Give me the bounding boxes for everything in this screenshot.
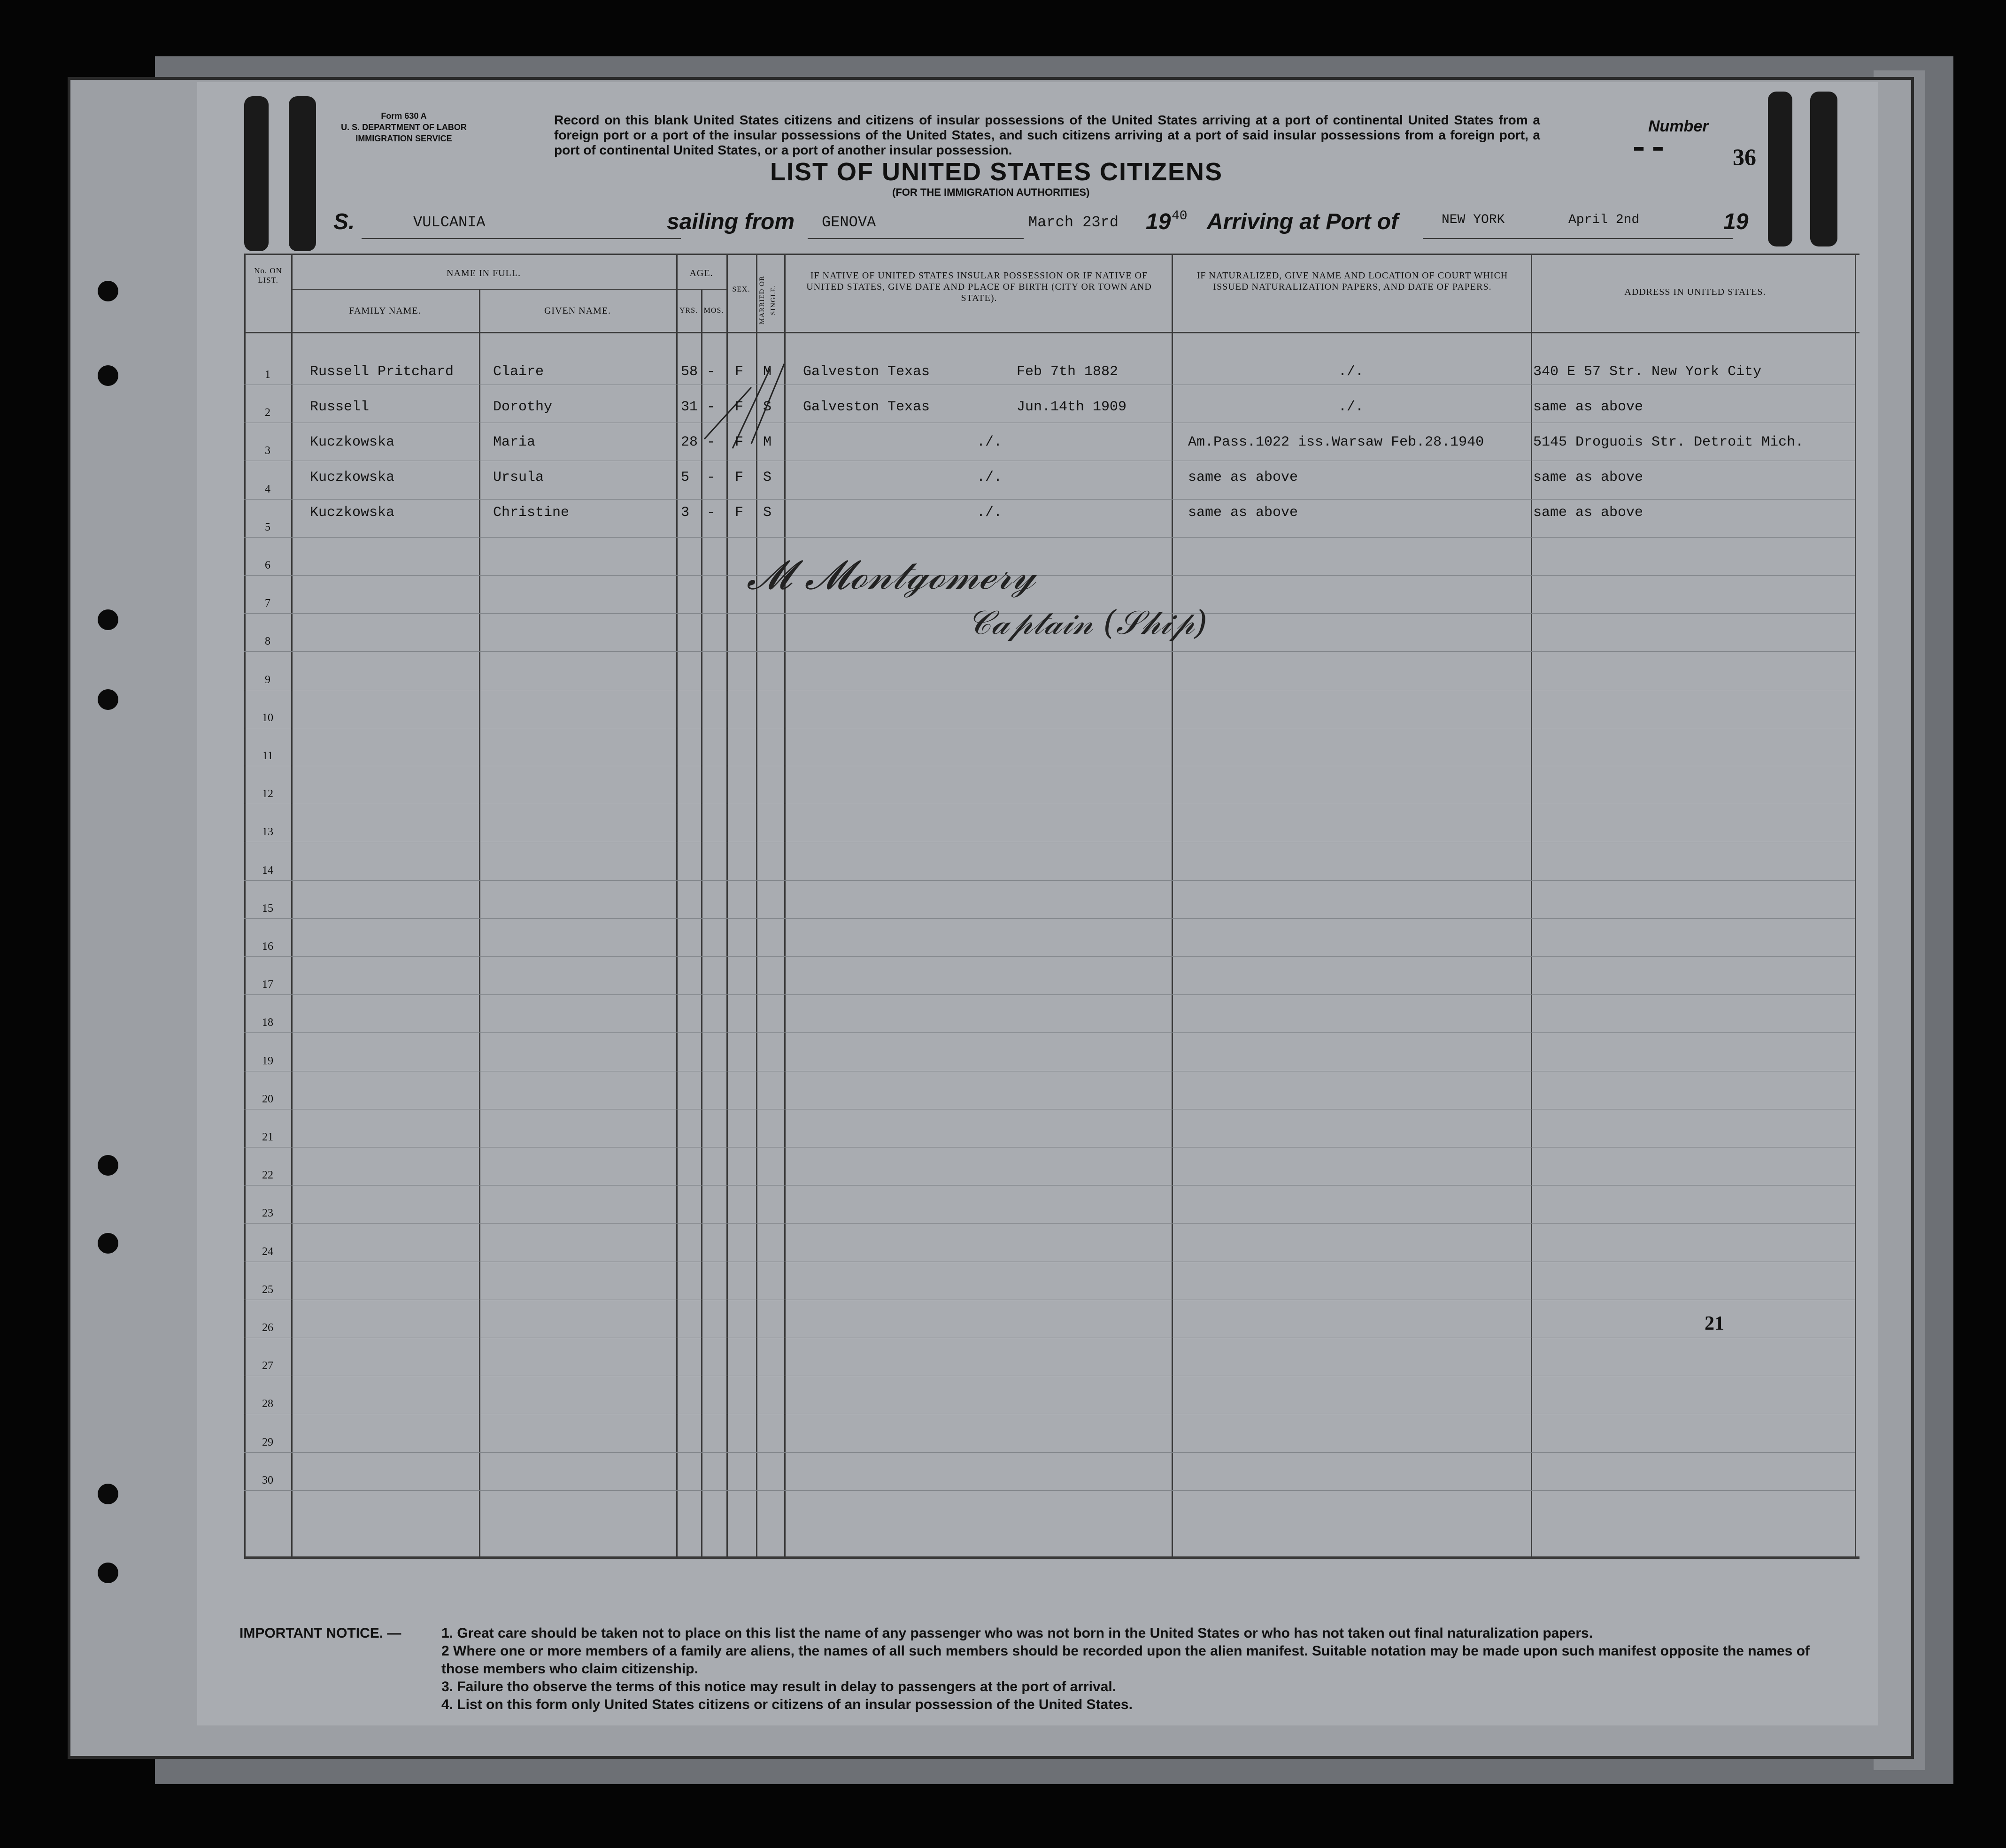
date-to: April 2nd: [1568, 213, 1640, 227]
underline: [362, 238, 681, 239]
row-number: 26: [262, 1322, 273, 1334]
row-number: 2: [265, 407, 270, 419]
row-number: 11: [262, 750, 273, 762]
header-bottom-border: [244, 332, 1859, 333]
row-number: 28: [262, 1398, 273, 1410]
marital-cell: M: [763, 364, 772, 380]
row-line: [244, 575, 1855, 576]
table-right-border: [1855, 254, 1856, 1559]
row-number: 12: [262, 788, 273, 801]
row-number: 5: [265, 521, 270, 533]
row-number: 24: [262, 1245, 273, 1258]
form-subtitle: (FOR THE IMMIGRATION AUTHORITIES): [892, 186, 1090, 198]
age-years-cell: 5: [681, 470, 690, 485]
age-years-cell: 58: [681, 364, 698, 380]
binder-hole: [98, 1563, 118, 1583]
col-birth: IF NATIVE OF UNITED STATES INSULAR POSSESSION OR IF NATIVE OF UNITED STATES, GIVE DATE AND PLACE OF BIRTH (CITY OR TOWN AND STATE).: [806, 270, 1152, 303]
row-number: 17: [262, 978, 273, 991]
notice-item: 2 Where one or more members of a family are aliens, the names of all such members should be recorded upon the alien manifest. Suitable notation may be made upon such manifest opposite the names of those members who claim citizenship.: [441, 1643, 1810, 1677]
row-line: [244, 1452, 1855, 1453]
underline: [808, 238, 1024, 239]
important-notice: [239, 1625, 1850, 1714]
row-line: [244, 651, 1855, 652]
row-number: 14: [262, 864, 273, 877]
row-line: [244, 1490, 1855, 1491]
officer-signature-title: 𝒞𝒶𝓅𝓉𝒶𝒾𝓃 (𝒮𝒽𝒾𝓅): [967, 603, 1208, 642]
sex-cell: F: [735, 505, 744, 521]
address-cell: 340 E 57 Str. New York City: [1533, 364, 1762, 380]
port-to: NEW YORK: [1442, 213, 1505, 227]
row-number: 18: [262, 1016, 273, 1029]
row-number: 27: [262, 1360, 273, 1372]
row-number: 23: [262, 1207, 273, 1220]
year-prefix: 19: [1146, 209, 1171, 234]
family-name-cell: Kuczkowska: [310, 434, 395, 450]
col-mos: MOS.: [703, 307, 724, 315]
age-months-cell: -: [707, 364, 716, 380]
sex-cell: F: [735, 364, 744, 380]
binder-hole: [98, 1155, 118, 1176]
given-name-cell: Ursula: [493, 470, 544, 485]
sailing-label: sailing from: [667, 209, 795, 234]
col-no-on-list: No. ON LIST.: [254, 266, 282, 285]
row-number: 15: [262, 902, 273, 915]
port-from: GENOVA: [822, 214, 876, 231]
notice-item: 4. List on this form only United States citizens or citizens of an insular possession of the United States.: [441, 1697, 1133, 1712]
address-cell: same as above: [1533, 505, 1643, 521]
page-number-marks: ▬ ▬: [1634, 139, 1663, 156]
row-number: 8: [265, 635, 270, 648]
age-years-cell: 28: [681, 434, 698, 450]
year-suffix: 40: [1172, 209, 1188, 223]
row-line: [244, 994, 1855, 995]
naturalized-cell: ./.: [1338, 399, 1364, 415]
clamp-bar-left: [244, 96, 269, 251]
column-divider: [1172, 254, 1173, 1559]
subheader-line: [676, 289, 726, 290]
subheader-line: [291, 289, 676, 290]
clamp-bar-right: [1810, 92, 1837, 246]
row-number: 4: [265, 483, 270, 495]
row-number: 16: [262, 940, 273, 953]
form-title: LIST OF UNITED STATES CITIZENS: [770, 158, 1223, 186]
number-label: Number: [1648, 117, 1709, 135]
sex-cell: F: [735, 434, 744, 450]
age-years-cell: 3: [681, 505, 690, 521]
notice-items: [441, 1625, 1850, 1714]
family-name-cell: Kuczkowska: [310, 470, 395, 485]
margin-mark: 21: [1705, 1313, 1724, 1334]
binder-hole: [98, 365, 118, 386]
row-number: 7: [265, 597, 270, 610]
row-number: 3: [265, 445, 270, 457]
row-number: 30: [262, 1474, 273, 1486]
year-prefix-2: 19: [1723, 209, 1749, 234]
row-line: [244, 499, 1855, 500]
binder-hole: [98, 1233, 118, 1254]
column-divider: [291, 254, 293, 1559]
birth-date-cell: Jun.14th 1909: [1017, 399, 1127, 415]
arriving-label: Arriving at Port of: [1207, 209, 1399, 234]
row-line: [244, 956, 1855, 957]
col-yrs: YRS.: [679, 307, 698, 315]
notice-heading: IMPORTANT NOTICE. —: [239, 1625, 401, 1641]
col-name-in-full: NAME IN FULL.: [447, 268, 521, 278]
row-line: [244, 1032, 1855, 1033]
binder-hole: [98, 609, 118, 630]
birth-date-cell: ./.: [977, 505, 1003, 521]
given-name-cell: Claire: [493, 364, 544, 380]
naturalized-cell: same as above: [1188, 505, 1298, 521]
binder-hole: [98, 1484, 118, 1504]
birth-date-cell: ./.: [977, 434, 1003, 450]
birth-date-cell: Feb 7th 1882: [1017, 364, 1119, 380]
naturalized-cell: same as above: [1188, 470, 1298, 485]
row-number: 6: [265, 559, 270, 571]
form-number: Form 630 A: [381, 111, 427, 121]
table-bottom-border: [244, 1556, 1859, 1559]
table-top-border: [244, 254, 1859, 255]
row-line: [244, 918, 1855, 919]
manifest-sheet: [197, 82, 1878, 1725]
age-years-cell: 31: [681, 399, 698, 415]
date-from: March 23rd: [1028, 214, 1119, 231]
notice-item: 3. Failure tho observe the terms of this notice may result in delay to passengers at the port of arrival.: [441, 1679, 1117, 1694]
service-name: IMMIGRATION SERVICE: [355, 134, 452, 143]
age-months-cell: -: [707, 470, 716, 485]
form-id-block: [315, 110, 493, 144]
address-cell: same as above: [1533, 470, 1643, 485]
binder-hole: [98, 281, 118, 301]
family-name-cell: Russell Pritchard: [310, 364, 454, 380]
col-given-name: GIVEN NAME.: [544, 306, 611, 316]
marital-cell: M: [763, 434, 772, 450]
clamp-bar-left: [289, 96, 316, 251]
marital-cell: S: [763, 470, 772, 485]
sex-cell: F: [735, 399, 744, 415]
family-name-cell: Russell: [310, 399, 370, 415]
birth-date-cell: ./.: [977, 470, 1003, 485]
marital-cell: S: [763, 399, 772, 415]
marital-cell: S: [763, 505, 772, 521]
row-number: 9: [265, 673, 270, 686]
address-cell: 5145 Droguois Str. Detroit Mich.: [1533, 434, 1804, 450]
birth-place-cell: Galveston Texas: [803, 364, 930, 380]
age-months-cell: -: [707, 399, 716, 415]
col-married-single: MARRIED OR SINGLE.: [758, 276, 777, 324]
officer-signature: 𝓜 𝓜ℴ𝓃𝓉ℊℴ𝓂ℯ𝓇𝓎: [747, 552, 1035, 599]
given-name-cell: Dorothy: [493, 399, 553, 415]
row-number: 19: [262, 1055, 273, 1067]
form-instructions: Record on this blank United States citizens and citizens of insular possessions of the United States arriving at a port of continental United States from a foreign port or a port of the insular possessions of the United States, and such citizens arriving at a port of said insular possessions from a foreign port, a port of continental United States, or a port of another insular possession.: [554, 113, 1540, 157]
underline: [1423, 238, 1733, 239]
given-name-cell: Christine: [493, 505, 570, 521]
column-divider: [1531, 254, 1532, 1559]
clamp-bar-right: [1768, 92, 1792, 246]
row-number: 25: [262, 1283, 273, 1296]
row-line: [244, 1185, 1855, 1186]
family-name-cell: Kuczkowska: [310, 505, 395, 521]
naturalized-cell: ./.: [1338, 364, 1364, 380]
age-months-cell: -: [707, 505, 716, 521]
number-value: 36: [1733, 144, 1756, 170]
department-name: U. S. DEPARTMENT OF LABOR: [341, 123, 467, 132]
row-line: [244, 537, 1855, 538]
given-name-cell: Maria: [493, 434, 536, 450]
row-line: [244, 1223, 1855, 1224]
row-number: 1: [265, 369, 270, 381]
row-line: [244, 880, 1855, 881]
birth-place-cell: Galveston Texas: [803, 399, 930, 415]
row-number: 22: [262, 1169, 273, 1182]
ship-name: VULCANIA: [413, 214, 486, 231]
col-sex: SEX.: [732, 285, 750, 293]
col-address: ADDRESS IN UNITED STATES.: [1624, 287, 1766, 297]
row-number: 13: [262, 826, 273, 839]
col-naturalized: IF NATURALIZED, GIVE NAME AND LOCATION OF COURT WHICH ISSUED NATURALIZATION PAPERS, AND DATE OF PAPERS.: [1196, 270, 1508, 292]
binder-hole: [98, 689, 118, 710]
address-cell: same as above: [1533, 399, 1643, 415]
strike-marks: [676, 331, 789, 509]
table-left-border: [244, 254, 246, 1559]
col-age: AGE.: [689, 268, 713, 278]
notice-item: 1. Great care should be taken not to place on this list the name of any passenger who was not born in the United States or who has not taken out final naturalization papers.: [441, 1625, 1593, 1641]
row-number: 29: [262, 1436, 273, 1448]
ss-label: S.: [333, 209, 355, 234]
row-number: 20: [262, 1093, 273, 1105]
naturalized-cell: Am.Pass.1022 iss.Warsaw Feb.28.1940: [1188, 434, 1484, 450]
row-number: 21: [262, 1131, 273, 1143]
age-months-cell: -: [707, 434, 716, 450]
column-divider: [479, 289, 480, 1559]
row-number: 10: [262, 711, 273, 724]
col-family-name: FAMILY NAME.: [349, 306, 421, 316]
sex-cell: F: [735, 470, 744, 485]
